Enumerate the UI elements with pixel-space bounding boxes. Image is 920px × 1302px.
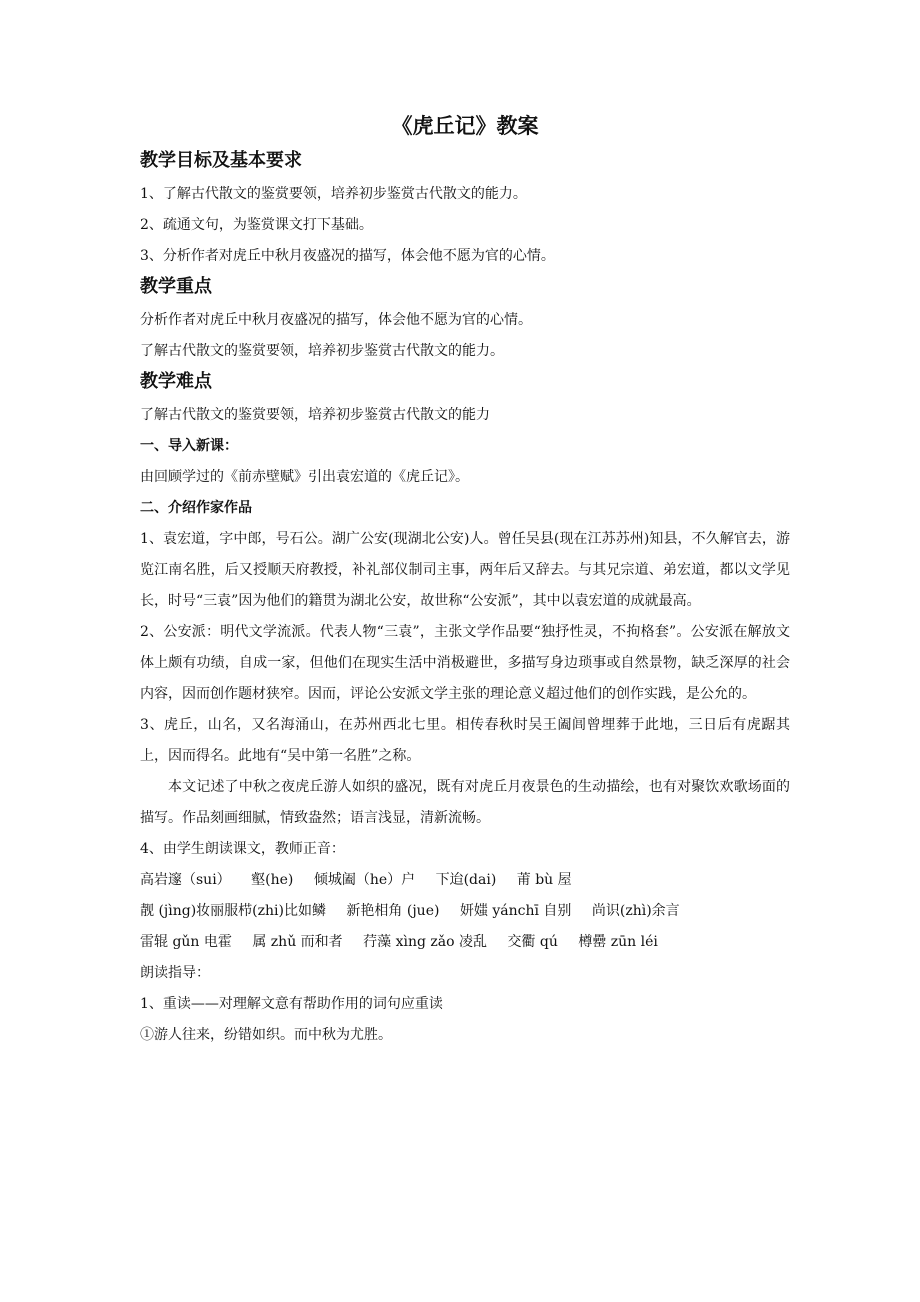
key-points-item-1: 分析作者对虎丘中秋月夜盛况的描写，体会他不愿为官的心情。 (140, 312, 532, 328)
goals-item-2: 2、疏通文句，为鉴赏课文打下基础。 (140, 217, 373, 233)
goals-item-1: 1、了解古代散文的鉴赏要领，培养初步鉴赏古代散文的能力。 (140, 186, 527, 202)
pronunciation-item: 尚识(zhì)余言 (591, 903, 680, 919)
pronunciation-item: 属 zhǔ 而和者 (252, 934, 343, 950)
author-paragraph-1: 1、袁宏道，字中郎，号石公。湖广公安(现湖北公安)人。曾任吴县(现在江苏苏州)知县，不久解官去，游览江南名胜，后又授顺天府教授，补礼部仪制司主事，两年后又辞去。与其兄宗道、弟宏道，都以文学见长，时号“三袁”因为他们的籍贯为湖北公安，故世称“公安派”，其中以袁宏道的成就最高。 (140, 531, 790, 609)
document-body (140, 112, 790, 1051)
author-paragraph-5: 4、由学生朗读课文，教师正音： (140, 841, 345, 857)
pronunciation-item: 下迨(dai) (435, 872, 497, 888)
pronunciation-item: 新艳相角 (jue) (346, 903, 440, 919)
pronunciation-item: 樽罍 zūn léi (578, 934, 658, 950)
pronunciation-item: 荇藻 xìng zǎo 凌乱 (363, 934, 487, 950)
pronunciation-item: 雷辊 gǔn 电霍 (140, 934, 232, 950)
goals-item-3: 3、分析作者对虎丘中秋月夜盛况的描写，体会他不愿为官的心情。 (140, 248, 555, 264)
pronunciation-item: 交衢 qú (507, 934, 558, 950)
pronunciation-item: 壑(he) (251, 872, 294, 888)
author-paragraph-4: 本文记述了中秋之夜虎丘游人如织的盛况，既有对虎丘月夜景色的生动描绘，也有对聚饮欢歌场面的描写。作品刻画细腻，情致盎然；语言浅显，清新流畅。 (140, 779, 790, 826)
difficulties-item-1: 了解古代散文的鉴赏要领，培养初步鉴赏古代散文的能力 (140, 407, 490, 423)
pronunciation-item: 妍媸 yánchī 自别 (459, 903, 572, 919)
page-title: 《虎丘记》教案 (391, 114, 539, 138)
author-heading: 二、介绍作家作品 (140, 500, 252, 516)
intro-heading: 一、导入新课： (140, 438, 238, 454)
pronunciation-item: 倾城阖（he）户 (313, 872, 416, 888)
key-points-item-2: 了解古代散文的鉴赏要领，培养初步鉴赏古代散文的能力。 (140, 343, 504, 359)
goals-heading: 教学目标及基本要求 (140, 150, 302, 171)
reading-heading: 朗读指导： (140, 965, 210, 981)
reading-item-1: 1、重读——对理解文意有帮助作用的词句应重读 (140, 996, 443, 1012)
pronunciation-list (140, 865, 790, 958)
reading-example-1: ①游人往来，纷错如织。而中秋为尤胜。 (140, 1027, 392, 1043)
pronunciation-item: 靓 (jìng)妆丽服栉(zhi)比如鳞 (140, 903, 326, 919)
pronunciation-item: 高岩邃（sui） (140, 872, 231, 888)
key-points-heading: 教学重点 (140, 276, 212, 297)
difficulties-heading: 教学难点 (140, 371, 212, 392)
intro-text: 由回顾学过的《前赤壁赋》引出袁宏道的《虎丘记》。 (140, 469, 469, 485)
author-paragraph-3: 3、虎丘，山名，又名海涌山，在苏州西北七里。相传春秋时吴王阖闾曾埋葬于此地，三日后有虎踞其上，因而得名。此地有“吴中第一名胜”之称。 (140, 717, 790, 764)
pronunciation-item: 莆 bù 屋 (516, 872, 572, 888)
author-paragraph-2: 2、公安派：明代文学流派。代表人物“三袁”，主张文学作品要“独抒性灵，不拘格套”。公安派在解放文体上颇有功绩，自成一家，但他们在现实生活中消极避世，多描写身边琐事或自然景物，缺乏深厚的社会内容，因而创作题材狭窄。因而，评论公安派文学主张的理论意义超过他们的创作实践，是公允的。 (140, 624, 790, 702)
